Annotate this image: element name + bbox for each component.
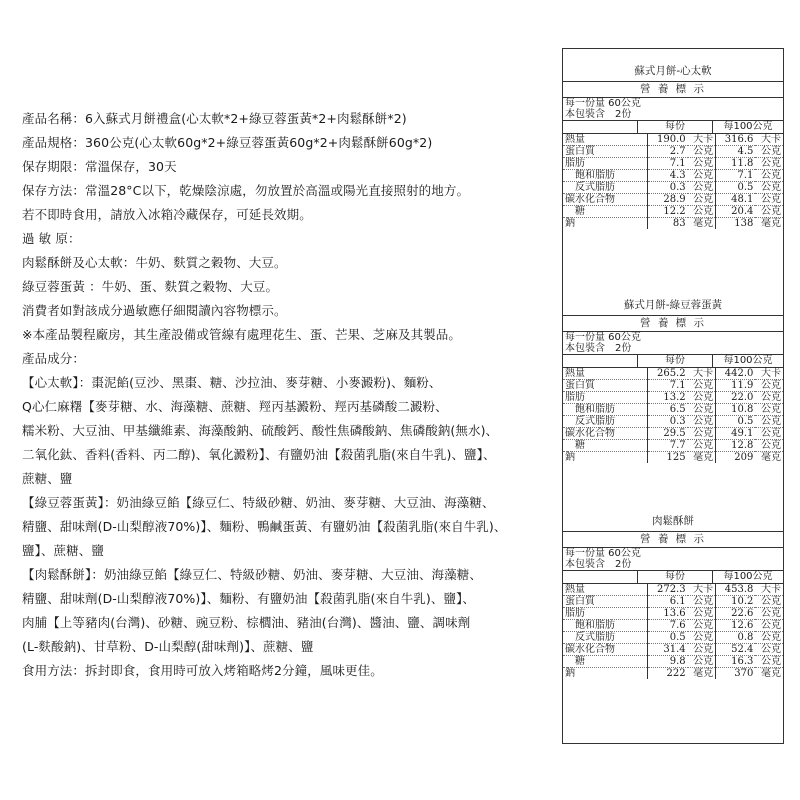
product-line: ※本產品製程廠房，其生產設備或管線有處理花生、蛋、芒果、芝麻及其製品。 <box>22 327 461 342</box>
per-100g-unit: 公克 <box>755 158 783 170</box>
nutrient-name: 鈉 <box>565 218 575 229</box>
per-100g-value: 10.2 <box>716 596 756 608</box>
nutrient-name: 糖 <box>563 440 648 452</box>
per-serving-header: 每份 <box>637 571 712 583</box>
per-serving-unit: 公克 <box>688 194 716 206</box>
nutrient-name: 飽和脂肪 <box>563 404 648 416</box>
table-row <box>563 206 783 218</box>
table-row <box>563 404 783 416</box>
table-row <box>563 158 783 170</box>
nutrient-name: 蛋白質 <box>563 380 648 392</box>
per-serving-unit: 公克 <box>688 608 716 620</box>
per-serving-unit: 公克 <box>688 380 716 392</box>
product-line: 蔗糖、鹽 <box>22 471 73 486</box>
product-line: 保存方法：常溫28°C以下，乾燥陰涼處，勿放置於高溫或陽光直接照射的地方。 <box>22 183 470 198</box>
per-100g-unit: 公克 <box>755 632 783 644</box>
table-row <box>563 392 783 404</box>
per-100g-value: 209 <box>716 452 756 464</box>
product-line: 若不即時食用，請放入冰箱冷藏保存，可延長效期。 <box>22 207 312 222</box>
per-serving-unit: 公克 <box>688 440 716 452</box>
product-line: 過 敏 原： <box>22 231 81 246</box>
per-100g-unit: 公克 <box>755 596 783 608</box>
per-serving-unit: 公克 <box>688 392 716 404</box>
per-100g-value: 48.1 <box>716 194 756 206</box>
nutrient-name: 鈉 <box>565 452 575 463</box>
nutrient-name: 碳水化合物 <box>563 644 648 656</box>
product-name: 蘇式月餅-心太軟 <box>634 65 712 77</box>
per-serving-value: 2.7 <box>648 146 688 158</box>
per-serving-unit: 公克 <box>688 146 716 158</box>
nutrient-name: 熱量 <box>563 584 648 596</box>
product-line: 產品名稱：6入蘇式月餅禮盒(心太軟*2+綠豆蓉蛋黃*2+肉鬆酥餅*2) <box>22 111 407 126</box>
per-serving-unit: 大卡 <box>688 134 716 146</box>
per-100g-unit: 公克 <box>755 194 783 206</box>
nutrient-name: 飽和脂肪 <box>563 170 648 182</box>
per-serving-unit: 毫克 <box>693 452 714 463</box>
nutrient-name: 蛋白質 <box>563 596 648 608</box>
product-line: 【肉鬆酥餅】：奶油綠豆餡【綠豆仁、特級砂糖、奶油、麥芽糖、大豆油、海藻糖、 <box>22 567 482 582</box>
nutrient-name: 熱量 <box>563 368 648 380</box>
per-100g-unit: 毫克 <box>761 452 781 463</box>
per-serving-unit: 公克 <box>688 632 716 644</box>
serving-size: 每一份量 60公克 <box>565 332 641 343</box>
per-100g-value: 7.1 <box>716 170 756 182</box>
servings-count: 本包裝含 2份 <box>563 559 783 571</box>
table-row <box>563 620 783 632</box>
nutrient-name: 熱量 <box>563 134 648 146</box>
per-100g-value: 16.3 <box>716 656 756 668</box>
per-serving-value: 7.6 <box>648 620 688 632</box>
product-line: 精鹽、甜味劑(D-山梨醇液70%)】、麵粉、鴨鹹蛋黃、有鹽奶油【殺菌乳脂(來自牛乳)、 <box>22 519 507 534</box>
table-row <box>563 608 783 620</box>
table-row <box>563 368 783 380</box>
per-100g-header: 每100公克 <box>712 355 783 367</box>
product-line: 【綠豆蓉蛋黃】：奶油綠豆餡【綠豆仁、特級砂糖、奶油、麥芽糖、大豆油、海藻糖、 <box>22 495 495 510</box>
per-serving-value: 6.5 <box>648 404 688 416</box>
product-line: 糯米粉、大豆油、甲基纖維素、海藻酸鈉、硫酸鈣、酸性焦磷酸鈉、焦磷酸鈉(無水)、 <box>22 423 499 438</box>
per-100g-unit: 公克 <box>755 428 783 440</box>
table-row <box>563 596 783 608</box>
per-100g-value: 49.1 <box>716 428 756 440</box>
per-serving-value: 7.1 <box>648 158 688 170</box>
table-row <box>563 440 783 452</box>
product-line: 綠豆蓉蛋黃 ：牛奶、蛋、麩質之穀物、大豆。 <box>22 279 279 294</box>
per-100g-value: 316.6 <box>716 134 756 146</box>
per-serving-value: 4.3 <box>648 170 688 182</box>
per-100g-header: 每100公克 <box>712 571 783 583</box>
nutrition-table <box>563 368 783 463</box>
nutrition-box <box>563 315 783 463</box>
column-header <box>563 355 783 368</box>
per-100g-unit: 公克 <box>755 170 783 182</box>
per-100g-unit: 公克 <box>755 392 783 404</box>
per-serving-unit: 公克 <box>688 428 716 440</box>
per-serving-unit: 公克 <box>688 656 716 668</box>
per-serving-unit: 公克 <box>688 206 716 218</box>
table-row <box>563 416 783 428</box>
nutrition-table <box>563 134 783 229</box>
product-info <box>22 107 558 683</box>
nutrient-name: 脂肪 <box>563 392 648 404</box>
per-100g-value: 22.6 <box>716 608 756 620</box>
per-serving-value: 9.8 <box>648 656 688 668</box>
per-100g-value: 0.5 <box>716 416 756 428</box>
product-name: 肉鬆酥餅 <box>652 515 694 527</box>
product-line: 保存期限：常溫保存，30天 <box>22 159 177 174</box>
per-serving-value: 190.0 <box>648 134 688 146</box>
nutrient-name: 碳水化合物 <box>563 428 648 440</box>
per-serving-value: 29.5 <box>648 428 688 440</box>
per-100g-unit: 公克 <box>755 620 783 632</box>
product-line: 產品成分： <box>22 351 86 366</box>
table-row <box>563 218 783 230</box>
table-row <box>563 428 783 440</box>
per-100g-unit: 公克 <box>755 380 783 392</box>
per-100g-value: 52.4 <box>716 644 756 656</box>
nutrient-name: 糖 <box>563 206 648 218</box>
per-serving-value: 28.9 <box>648 194 688 206</box>
nutrient-name: 反式脂肪 <box>563 632 648 644</box>
servings-count: 本包裝含 2份 <box>563 343 783 355</box>
per-serving-value: 83 <box>648 218 688 230</box>
per-serving-unit: 大卡 <box>688 584 716 596</box>
per-100g-value: 12.6 <box>716 620 756 632</box>
per-100g-unit: 公克 <box>755 440 783 452</box>
column-header <box>563 121 783 134</box>
table-row <box>563 170 783 182</box>
table-row <box>563 194 783 206</box>
table-row <box>563 656 783 668</box>
per-100g-unit: 公克 <box>755 608 783 620</box>
per-serving-unit: 公克 <box>688 170 716 182</box>
nutrient-name: 脂肪 <box>563 158 648 170</box>
per-100g-unit: 公克 <box>755 182 783 194</box>
table-row <box>563 134 783 146</box>
per-100g-value: 12.8 <box>716 440 756 452</box>
servings-count: 本包裝含 2份 <box>563 109 783 121</box>
per-100g-unit: 公克 <box>755 206 783 218</box>
nutrition-section-2 <box>563 295 783 463</box>
per-100g-unit: 公克 <box>755 644 783 656</box>
per-serving-value: 0.3 <box>648 416 688 428</box>
per-serving-value: 265.2 <box>648 368 688 380</box>
product-line: 食用方法：拆封即食，食用時可放入烤箱略烤2分鐘，風味更佳。 <box>22 663 383 678</box>
per-100g-unit: 公克 <box>755 416 783 428</box>
product-line: 產品規格：360公克(心太軟60g*2+綠豆蓉蛋黃60g*2+肉鬆酥餅60g*2) <box>22 135 433 150</box>
per-serving-unit: 毫克 <box>693 668 714 679</box>
per-serving-unit: 公克 <box>688 404 716 416</box>
per-100g-unit: 公克 <box>755 146 783 158</box>
product-line: (L-麩酸鈉)、甘草粉、D-山梨醇(甜味劑)】、蔗糖、鹽 <box>22 639 314 654</box>
per-100g-unit: 公克 <box>755 656 783 668</box>
nutrition-box <box>563 81 783 229</box>
per-100g-value: 11.9 <box>716 380 756 392</box>
product-line: Q心仁麻糬【麥芽糖、水、海藻糖、蔗糖、羥丙基澱粉、羥丙基磷酸二澱粉、 <box>22 399 448 414</box>
per-serving-unit: 大卡 <box>688 368 716 380</box>
per-serving-unit: 公克 <box>688 644 716 656</box>
nutrition-title: 營 養 標 示 <box>563 82 783 98</box>
nutrient-name: 碳水化合物 <box>563 194 648 206</box>
nutrition-panel <box>562 48 784 744</box>
per-serving-unit: 公克 <box>688 182 716 194</box>
per-100g-value: 22.0 <box>716 392 756 404</box>
per-serving-value: 0.3 <box>648 182 688 194</box>
per-serving-unit: 公克 <box>688 158 716 170</box>
nutrition-section-3 <box>563 511 783 679</box>
nutrient-name: 飽和脂肪 <box>563 620 648 632</box>
per-serving-value: 31.4 <box>648 644 688 656</box>
nutrient-name: 糖 <box>563 656 648 668</box>
product-line: 肉脯【上等豬肉(台灣)、砂糖、豌豆粉、棕櫚油、豬油(台灣)、醬油、鹽、調味劑 <box>22 615 471 630</box>
product-line: 鹽】、蔗糖、鹽 <box>22 543 104 558</box>
per-100g-unit: 大卡 <box>755 134 783 146</box>
table-row <box>563 668 783 680</box>
per-serving-header: 每份 <box>637 355 712 367</box>
per-100g-value: 442.0 <box>716 368 756 380</box>
per-serving-value: 222 <box>648 668 688 680</box>
per-serving-value: 0.5 <box>648 632 688 644</box>
nutrient-name: 脂肪 <box>563 608 648 620</box>
per-serving-unit: 公克 <box>688 416 716 428</box>
table-row <box>563 380 783 392</box>
nutrient-name: 鈉 <box>565 668 575 679</box>
product-line: 二氧化鈦、香料(香料、丙二醇)、氧化澱粉】、有鹽奶油【殺菌乳脂(來自牛乳)、鹽】、 <box>22 447 496 462</box>
product-line: 【心太軟】：棗泥餡(豆沙、黑棗、糖、沙拉油、麥芽糖、小麥澱粉)、麵粉、 <box>22 375 442 390</box>
table-row <box>563 584 783 596</box>
table-row <box>563 632 783 644</box>
nutrient-name: 反式脂肪 <box>563 182 648 194</box>
per-100g-value: 370 <box>716 668 756 680</box>
column-header <box>563 571 783 584</box>
per-serving-value: 7.7 <box>648 440 688 452</box>
per-100g-value: 138 <box>716 218 756 230</box>
per-serving-value: 6.1 <box>648 596 688 608</box>
table-row <box>563 452 783 464</box>
per-100g-value: 0.8 <box>716 632 756 644</box>
product-name: 蘇式月餅-綠豆蓉蛋黃 <box>623 299 723 311</box>
nutrition-title: 營 養 標 示 <box>563 532 783 548</box>
per-100g-unit: 大卡 <box>755 368 783 380</box>
table-row <box>563 644 783 656</box>
nutrient-name: 蛋白質 <box>563 146 648 158</box>
per-100g-value: 4.5 <box>716 146 756 158</box>
per-100g-unit: 大卡 <box>755 584 783 596</box>
nutrient-name: 反式脂肪 <box>563 416 648 428</box>
per-serving-value: 13.6 <box>648 608 688 620</box>
serving-size: 每一份量 60公克 <box>565 548 641 559</box>
per-100g-value: 20.4 <box>716 206 756 218</box>
product-line: 消費者如對該成分過敏應仔細閱讀內容物標示。 <box>22 303 287 318</box>
per-serving-value: 13.2 <box>648 392 688 404</box>
per-serving-unit: 公克 <box>688 620 716 632</box>
nutrition-section-1 <box>563 61 783 229</box>
per-100g-unit: 公克 <box>755 404 783 416</box>
nutrition-box <box>563 531 783 679</box>
per-serving-unit: 公克 <box>688 596 716 608</box>
table-row <box>563 146 783 158</box>
per-100g-value: 0.5 <box>716 182 756 194</box>
nutrition-table <box>563 584 783 679</box>
per-serving-value: 12.2 <box>648 206 688 218</box>
per-100g-header: 每100公克 <box>712 121 783 133</box>
per-100g-value: 453.8 <box>716 584 756 596</box>
serving-size: 每一份量 60公克 <box>565 98 641 109</box>
nutrition-title: 營 養 標 示 <box>563 316 783 332</box>
table-row <box>563 182 783 194</box>
per-100g-unit: 毫克 <box>761 668 781 679</box>
product-line: 肉鬆酥餅及心太軟：牛奶、麩質之穀物、大豆。 <box>22 255 287 270</box>
per-serving-unit: 毫克 <box>693 218 714 229</box>
per-100g-value: 10.8 <box>716 404 756 416</box>
per-serving-header: 每份 <box>637 121 712 133</box>
per-serving-value: 272.3 <box>648 584 688 596</box>
per-serving-value: 7.1 <box>648 380 688 392</box>
per-100g-unit: 毫克 <box>761 218 781 229</box>
product-line: 精鹽、甜味劑(D-山梨醇液70%)】、麵粉、有鹽奶油【殺菌乳脂(來自牛乳)、鹽】、 <box>22 591 476 606</box>
per-100g-value: 11.8 <box>716 158 756 170</box>
per-serving-value: 125 <box>648 452 688 464</box>
